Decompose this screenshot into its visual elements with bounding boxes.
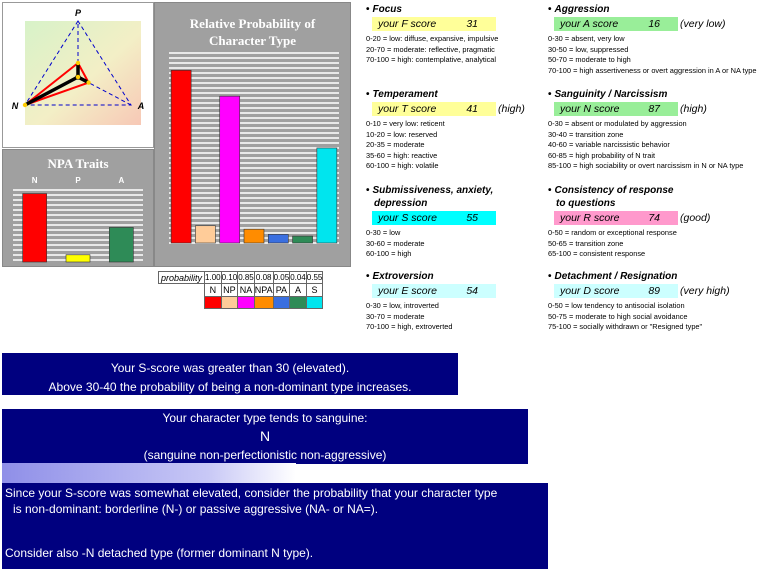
probability-category-row bbox=[159, 284, 323, 297]
swatch-na bbox=[238, 297, 255, 309]
detachment-score-row bbox=[548, 284, 730, 298]
npa-trait-bar-a bbox=[109, 227, 133, 262]
probability-swatch-row bbox=[159, 297, 323, 309]
temperament-heading: • Temperament bbox=[366, 89, 438, 100]
table-spacer bbox=[159, 297, 205, 309]
sanguinity-score-row bbox=[548, 102, 743, 116]
swatch-pa bbox=[273, 297, 290, 309]
npa-trait-label-n: N bbox=[31, 176, 38, 185]
triangle-label-a: A bbox=[137, 101, 145, 111]
probability-chart-panel bbox=[154, 2, 351, 267]
temperament-range-line: 35-60 = high: reactive bbox=[366, 150, 438, 160]
extroversion-range-line: 30-70 = moderate bbox=[366, 311, 425, 321]
probability-value-row bbox=[159, 272, 323, 284]
temperament-range-line: 0-10 = very low: reticent bbox=[366, 119, 445, 128]
category-label-a: A bbox=[290, 284, 307, 297]
triangle-label-n: N bbox=[11, 101, 19, 111]
detachment-heading: • Detachment / Resignation bbox=[548, 271, 678, 282]
aggression-range-line: 70-100 = high assertiveness or overt aggression in A or NA type bbox=[548, 65, 757, 75]
aggression-score-label: your A score bbox=[560, 18, 619, 30]
swatch-npa bbox=[254, 297, 273, 309]
detachment-score-note: (very high) bbox=[680, 285, 730, 297]
probability-value-a: 0.04 bbox=[290, 273, 306, 282]
submissiveness-score-value: 55 bbox=[466, 212, 478, 224]
sanguinity-range-line: 40-60 = variable narcissistic behavior bbox=[548, 140, 670, 150]
temperament-score-row bbox=[366, 102, 525, 116]
probability-data-table bbox=[158, 271, 323, 309]
detachment-score-value: 89 bbox=[648, 285, 660, 297]
temperament-score-value: 41 bbox=[466, 103, 478, 115]
temperament-range-line: 10-20 = low: reserved bbox=[366, 129, 438, 139]
s-score-message-line1: Your S-score was greater than 30 (elevated). bbox=[110, 361, 350, 375]
extroversion-block bbox=[366, 270, 478, 333]
aggression-block bbox=[548, 3, 757, 76]
gradient-divider bbox=[2, 463, 296, 483]
swatch-s bbox=[306, 297, 323, 309]
submissiveness-heading: • Submissiveness, anxiety, bbox=[366, 185, 494, 196]
trait-vector-end bbox=[76, 61, 80, 65]
swatch-a bbox=[290, 297, 307, 309]
consistency-block bbox=[548, 184, 711, 260]
consistency-score-row bbox=[548, 211, 711, 225]
swatch-np bbox=[221, 297, 238, 309]
focus-score-label: your F score bbox=[378, 18, 437, 30]
consistency-score-label: your R score bbox=[560, 212, 620, 224]
extroversion-range-line: 0-30 = low, introverted bbox=[366, 301, 439, 310]
detachment-block bbox=[548, 270, 730, 333]
aggression-score-note: (very low) bbox=[680, 18, 726, 30]
focus-heading: • Focus bbox=[366, 4, 402, 15]
s-score-message bbox=[2, 353, 458, 395]
npa-trait-bar-p bbox=[66, 255, 90, 262]
aggression-heading: • Aggression bbox=[548, 4, 610, 15]
sanguinity-range-line: 0-30 = absent or modulated by aggression bbox=[548, 119, 687, 128]
consistency-heading-line2: to questions bbox=[556, 198, 616, 209]
probability-value-s: 0.55 bbox=[306, 273, 323, 282]
swatch-n bbox=[205, 297, 222, 309]
sanguinity-heading: • Sanguinity / Narcissism bbox=[548, 89, 668, 100]
advice-line3: Consider also -N detached type (former dominant N type). bbox=[5, 546, 314, 560]
character-type-line1: Your character type tends to sanguine: bbox=[162, 411, 368, 425]
npa-trait-label-a: A bbox=[118, 176, 125, 185]
sanguinity-score-note: (high) bbox=[680, 103, 707, 115]
submissiveness-range-line: 60-100 = high bbox=[366, 249, 412, 259]
focus-range-line: 0-20 = low: diffuse, expansive, impulsive bbox=[366, 34, 499, 43]
s-score-message-line2: Above 30-40 the probability of being a non-dominant type increases. bbox=[48, 380, 412, 394]
sanguinity-range-line: 30-40 = transition zone bbox=[548, 129, 624, 139]
character-type-code: N bbox=[259, 428, 271, 444]
submissiveness-range-line: 0-30 = low bbox=[366, 228, 401, 237]
submissiveness-range-line: 30-60 = moderate bbox=[366, 238, 425, 248]
consistency-range-line: 50-65 = transition zone bbox=[548, 238, 624, 248]
probability-row-label: probability bbox=[159, 272, 205, 284]
npa-traits-title: NPA Traits bbox=[47, 156, 109, 171]
submissiveness-heading-line2: depression bbox=[374, 198, 428, 209]
sanguinity-range-line: 85-100 = high sociability or overt narcissism in N or NA type bbox=[548, 161, 744, 171]
extroversion-heading: • Extroversion bbox=[366, 271, 434, 282]
submissiveness-score-row bbox=[366, 211, 493, 225]
probability-value-na: 0.85 bbox=[238, 273, 254, 282]
character-type-message bbox=[2, 409, 528, 464]
character-type-line3: (sanguine non-perfectionistic non-aggressive) bbox=[143, 448, 387, 462]
submissiveness-block bbox=[366, 184, 493, 260]
category-label-n: N bbox=[205, 284, 222, 297]
temperament-range-line: 60-100 = high: volatile bbox=[366, 161, 439, 171]
probability-value-np: 0.10 bbox=[221, 273, 238, 282]
category-label-pa: PA bbox=[273, 284, 290, 297]
extroversion-range-line: 70-100 = high, extroverted bbox=[366, 322, 453, 332]
consistency-heading: • Consistency of response bbox=[548, 185, 674, 196]
category-label-npa: NPA bbox=[254, 285, 273, 295]
extroversion-score-value: 54 bbox=[466, 285, 478, 297]
triangle-center bbox=[76, 75, 81, 80]
focus-score-row bbox=[366, 17, 498, 31]
focus-score-value: 31 bbox=[466, 18, 478, 30]
aggression-score-value: 16 bbox=[648, 18, 660, 30]
consistency-score-note: (good) bbox=[680, 212, 711, 224]
npa-traits-panel bbox=[2, 149, 154, 267]
focus-range-line: 70-100 = high: contemplative, analytical bbox=[366, 55, 497, 65]
submissiveness-score-label: your S score bbox=[378, 212, 437, 224]
trait-vector-end bbox=[86, 80, 90, 84]
extroversion-score-label: your E score bbox=[378, 285, 437, 297]
probability-chart-title: Relative Probability of Character Type bbox=[189, 16, 316, 48]
focus-range-line: 20-70 = moderate: reflective, pragmatic bbox=[366, 44, 495, 54]
detachment-range-line: 50-75 = moderate to high social avoidance bbox=[548, 311, 688, 321]
table-spacer bbox=[159, 284, 205, 297]
sanguinity-score-value: 87 bbox=[648, 103, 660, 115]
category-label-na: NA bbox=[238, 284, 255, 297]
probability-value-pa: 0.05 bbox=[273, 273, 290, 282]
sanguinity-range-line: 60-85 = high probability of N trait bbox=[548, 150, 656, 160]
advice-line1: Since your S-score was somewhat elevated, consider the probability that your character type bbox=[5, 486, 498, 500]
consistency-range-line: 65-100 = consistent response bbox=[548, 249, 646, 259]
temperament-score-note: (high) bbox=[498, 103, 525, 115]
aggression-range-line: 50-70 = moderate to high bbox=[548, 55, 631, 65]
npa-trait-label-p: P bbox=[75, 176, 81, 185]
aggression-score-row bbox=[548, 17, 757, 31]
probability-value-n: 1.00 bbox=[205, 273, 221, 282]
temperament-score-label: your T score bbox=[378, 103, 437, 115]
advice-line2: is non-dominant: borderline (N-) or passive aggressive (NA- or NA=). bbox=[13, 502, 379, 516]
sanguinity-score-label: your N score bbox=[560, 103, 620, 115]
probability-bar-npa bbox=[244, 229, 264, 243]
temperament-range-line: 20-35 = moderate bbox=[366, 140, 425, 150]
probability-bar-a bbox=[293, 236, 313, 243]
trait-vector-end bbox=[23, 103, 27, 107]
npa-triangle-diagram bbox=[3, 3, 153, 147]
category-label-np: NP bbox=[221, 284, 238, 297]
aggression-range-line: 30-50 = low, suppressed bbox=[548, 44, 629, 54]
probability-bar-s bbox=[317, 148, 337, 243]
npa-trait-bar-n bbox=[23, 194, 47, 262]
detachment-range-line: 0-50 = low tendency to antisocial isolation bbox=[548, 301, 685, 310]
focus-block bbox=[366, 3, 498, 66]
triangle-label-p: P bbox=[74, 8, 82, 18]
extroversion-score-row bbox=[366, 284, 478, 298]
probability-bar-na bbox=[220, 96, 240, 243]
probability-bar-np bbox=[195, 226, 215, 243]
probability-bar-n bbox=[171, 70, 191, 243]
consistency-score-value: 74 bbox=[648, 212, 660, 224]
npa-triangle-panel bbox=[2, 2, 154, 148]
consistency-range-line: 0-50 = random or exceptional response bbox=[548, 228, 677, 237]
detachment-score-label: your D score bbox=[560, 285, 620, 297]
category-label-s: S bbox=[306, 284, 323, 297]
detachment-range-line: 75-100 = socially withdrawn or "Resigned type" bbox=[548, 322, 703, 332]
probability-bar-pa bbox=[268, 234, 288, 243]
sanguinity-block bbox=[548, 88, 743, 172]
aggression-range-line: 0-30 = absent, very low bbox=[548, 34, 625, 43]
temperament-block bbox=[366, 88, 525, 172]
advice-message bbox=[2, 483, 548, 569]
probability-value-npa: 0.08 bbox=[255, 273, 272, 282]
